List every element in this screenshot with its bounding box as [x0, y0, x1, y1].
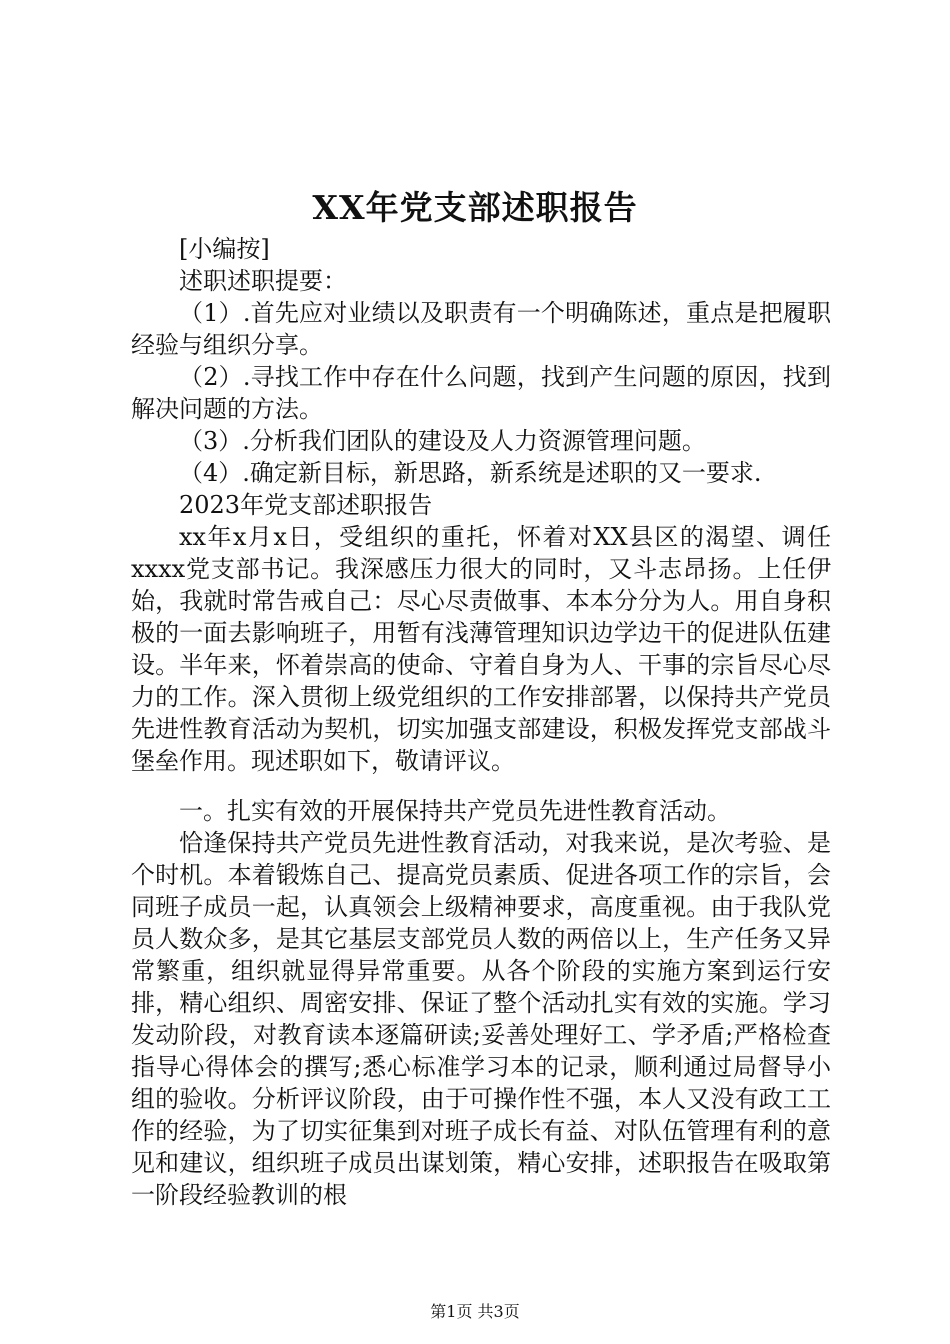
summary-item-3: （3）.分析我们团队的建设及人力资源管理问题。: [179, 427, 706, 455]
intro-paragraph: xx年x月x日，受组织的重托，怀着对XX县区的渴望、调任xxxx党支部书记。我深感压力很大的同时，又斗志昂扬。上任伊始，我就时常告戒自己：尽心尽责做事、本本分分为人。用自身积极的一面去影响班子，用暂有浅薄管理知识边学边干的促进队伍建设。半年来，怀着崇高的使命、守着自身为人、干事的宗旨尽心尽力的工作。深入贯彻上级党组织的工作安排部署，以保持共产党员先进性教育活动为契机，切实加强支部建设，积极发挥党支部战斗堡垒作用。现述职如下，敬请评议。: [131, 523, 831, 775]
page-number: 第1页 共3页: [430, 1302, 520, 1321]
summary-item-1: （1）.首先应对业绩以及职责有一个明确陈述，重点是把履职经验与组织分享。: [131, 299, 831, 359]
summary-heading: 述职述职提要：: [179, 267, 347, 295]
section-1-paragraph: 恰逢保持共产党员先进性教育活动，对我来说，是次考验、是个时机。本着锻炼自己、提高党员素质、促进各项工作的宗旨，会同班子成员一起，认真领会上级精神要求，高度重视。由于我队党员人数众多，是其它基层支部党员人数的两倍以上，生产任务又异常繁重，组织就显得异常重要。从各个阶段的实施方案到运行安排，精心组织、周密安排、保证了整个活动扎实有效的实施。学习发动阶段，对教育读本逐篇研读;妥善处理好工、学矛盾;严格检查指导心得体会的撰写;悉心标准学习本的记录，顺利通过局督导小组的验收。分析评议阶段，由于可操作性不强，本人又没有政工工作的经验，为了切实征集到对班子成长有益、对队伍管理有利的意见和建议，组织班子成员出谋划策，精心安排，述职报告在吸取第一阶段经验教训的根: [131, 829, 831, 1209]
document-body: [131, 233, 831, 1211]
section-heading-1: 一。扎实有效的开展保持共产党员先进性教育活动。: [179, 797, 731, 825]
editor-note: [小编按]: [179, 235, 270, 263]
document-title: XX年党支部述职报告: [312, 188, 638, 227]
summary-item-2: （2）.寻找工作中存在什么问题，找到产生问题的原因，找到解决问题的方法。: [131, 363, 831, 423]
report-subtitle: 2023年党支部述职报告: [179, 491, 433, 519]
summary-item-4: （4）.确定新目标，新思路，新系统是述职的又一要求.: [179, 459, 762, 487]
